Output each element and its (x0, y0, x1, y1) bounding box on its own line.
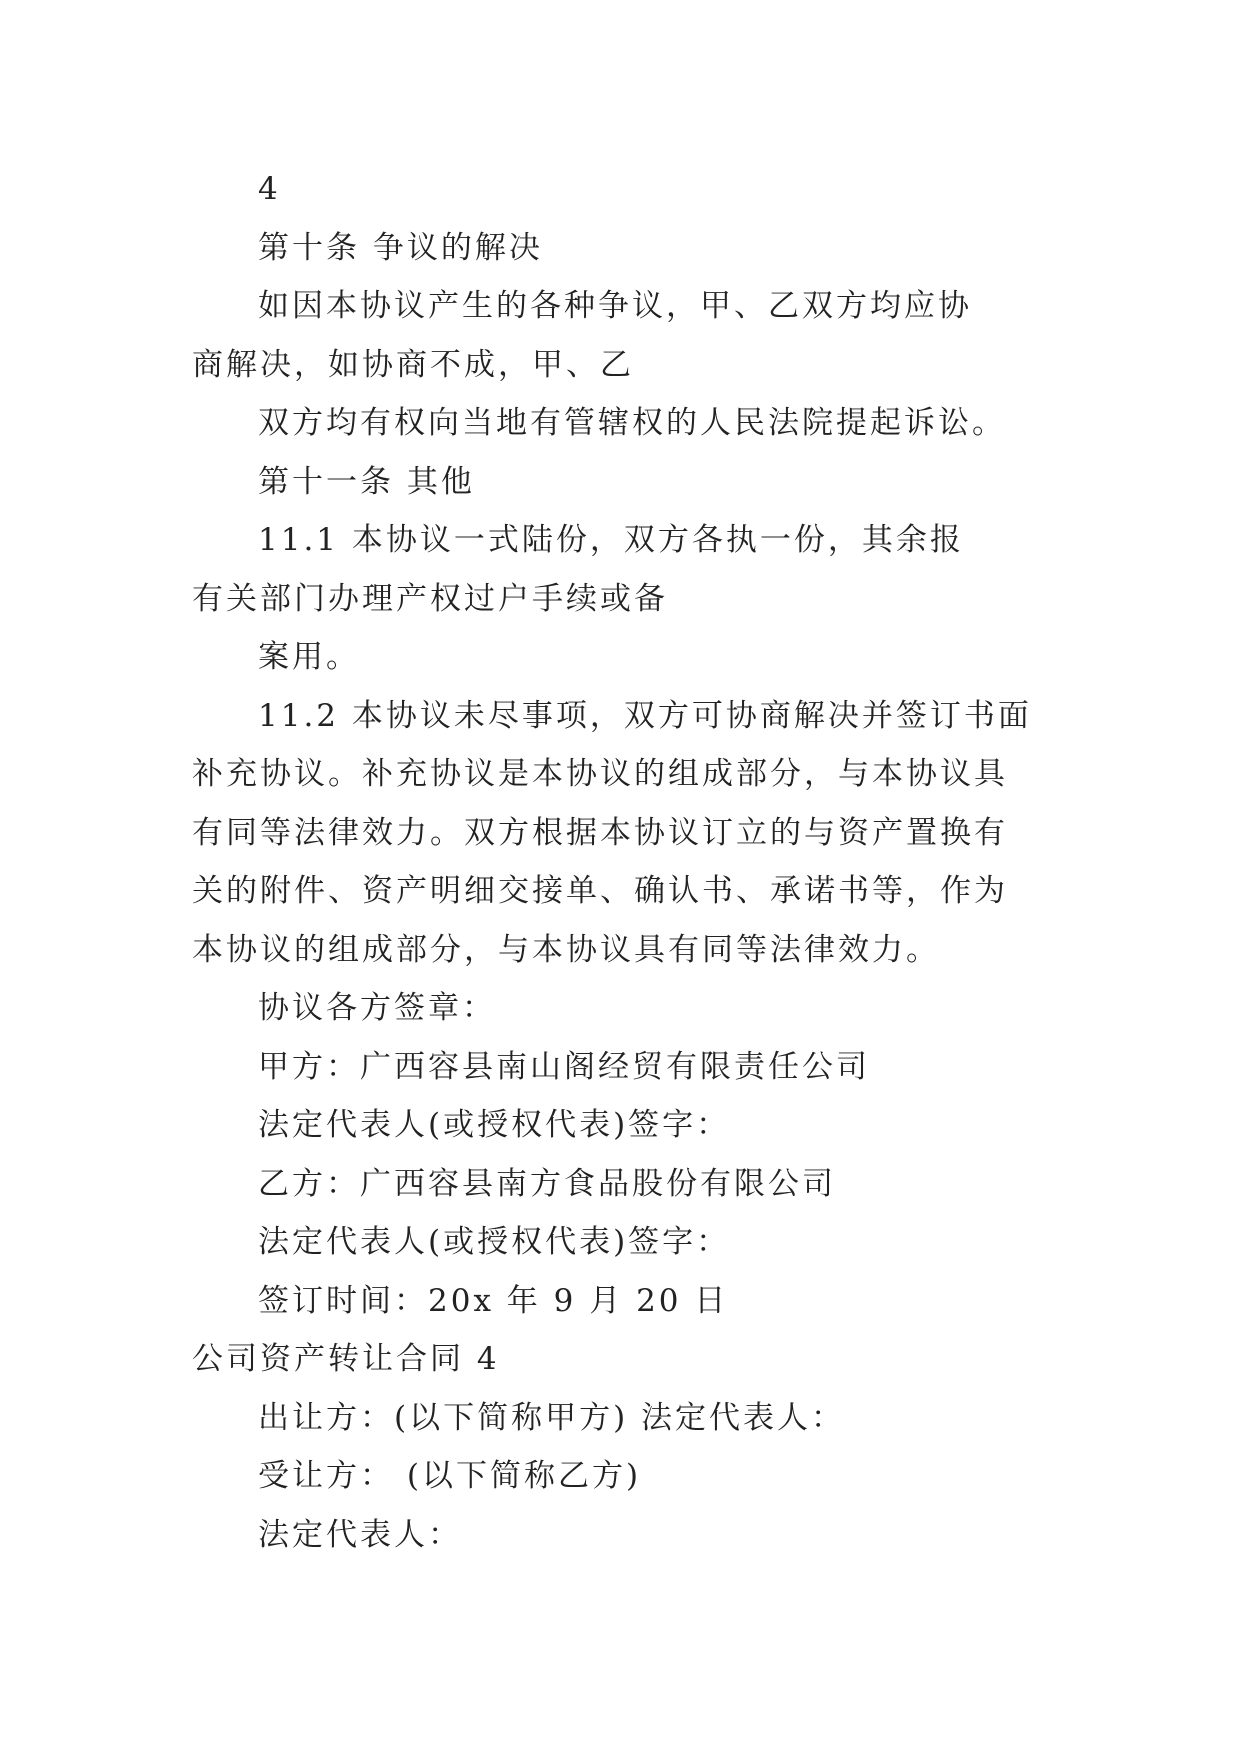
clause-11-1-cont: 案用。 (258, 639, 360, 675)
sign-date: 签订时间：20x 年 9 月 20 日 (258, 1282, 729, 1319)
party-b: 乙方：广西容县南方食品股份有限公司 (258, 1165, 836, 1202)
article-11-heading: 第十一条 其他 (258, 463, 475, 500)
clause-11-1: 11.1 本协议一式陆份，双方各执一份，其余报有关部门办理产权过户手续或备 (192, 522, 964, 617)
party-b-rep: 法定代表人(或授权代表)签字： (258, 1224, 731, 1260)
party-a-rep: 法定代表人(或授权代表)签字： (258, 1107, 731, 1143)
contract-4-title: 公司资产转让合同 4 (192, 1341, 500, 1377)
transferee-rep: 法定代表人： (258, 1516, 462, 1553)
article-10-body: 如因本协议产生的各种争议，甲、乙双方均应协商解决，如协商不成，甲、乙 (192, 288, 972, 383)
document-body (192, 160, 1072, 1564)
article-10-body-2: 双方均有权向当地有管辖权的人民法院提起诉讼。 (258, 405, 1006, 441)
page-number: 4 (258, 171, 281, 207)
clause-11-2: 11.2 本协议未尽事项，双方可协商解决并签订书面补充协议。补充协议是本协议的组成部分，与本协议具有同等法律效力。双方根据本协议订立的与资产置换有关的附件、资产明细交接单、确认书、承诺书等，作为本协议的组成部分，与本协议具有同等法律效力。 (192, 697, 1032, 968)
signature-heading: 协议各方签章： (258, 990, 496, 1026)
transferor: 出让方：(以下简称甲方) 法定代表人： (258, 1399, 846, 1436)
article-10-heading: 第十条 争议的解决 (258, 229, 543, 266)
transferee: 受让方： (以下简称乙方) (258, 1458, 642, 1494)
party-a: 甲方：广西容县南山阁经贸有限责任公司 (258, 1048, 870, 1085)
